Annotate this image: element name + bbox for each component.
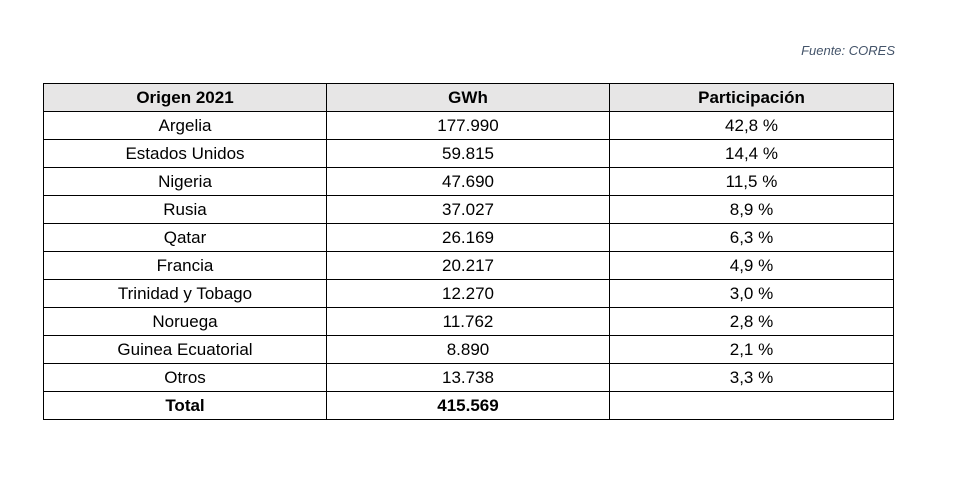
total-label-cell: Total [44, 392, 327, 420]
source-note: Fuente: CORES [801, 43, 895, 58]
origin-cell: Qatar [44, 224, 327, 252]
header-origin: Origen 2021 [44, 84, 327, 112]
share-cell: 6,3 % [610, 224, 894, 252]
gwh-cell: 47.690 [327, 168, 610, 196]
share-cell: 11,5 % [610, 168, 894, 196]
gas-imports-table [43, 83, 894, 420]
share-cell: 4,9 % [610, 252, 894, 280]
gwh-cell: 11.762 [327, 308, 610, 336]
header-share: Participación [610, 84, 894, 112]
total-gwh-cell: 415.569 [327, 392, 610, 420]
origin-cell: Trinidad y Tobago [44, 280, 327, 308]
gwh-cell: 13.738 [327, 364, 610, 392]
table-row [44, 196, 894, 224]
gwh-cell: 8.890 [327, 336, 610, 364]
table-row [44, 168, 894, 196]
gwh-cell: 177.990 [327, 112, 610, 140]
table-row [44, 308, 894, 336]
share-cell: 14,4 % [610, 140, 894, 168]
origin-cell: Guinea Ecuatorial [44, 336, 327, 364]
share-cell: 3,3 % [610, 364, 894, 392]
origin-cell: Rusia [44, 196, 327, 224]
origin-cell: Otros [44, 364, 327, 392]
total-row [44, 392, 894, 420]
gwh-cell: 12.270 [327, 280, 610, 308]
origin-cell: Francia [44, 252, 327, 280]
gwh-cell: 59.815 [327, 140, 610, 168]
share-cell: 2,1 % [610, 336, 894, 364]
table-row [44, 364, 894, 392]
header-gwh: GWh [327, 84, 610, 112]
origin-cell: Nigeria [44, 168, 327, 196]
share-cell: 2,8 % [610, 308, 894, 336]
table-row [44, 336, 894, 364]
gwh-cell: 26.169 [327, 224, 610, 252]
table-row [44, 252, 894, 280]
origin-cell: Noruega [44, 308, 327, 336]
origin-cell: Argelia [44, 112, 327, 140]
table-row [44, 140, 894, 168]
table-header-row [44, 84, 894, 112]
gwh-cell: 37.027 [327, 196, 610, 224]
share-cell: 3,0 % [610, 280, 894, 308]
share-cell: 42,8 % [610, 112, 894, 140]
share-cell: 8,9 % [610, 196, 894, 224]
table-row [44, 224, 894, 252]
table-row [44, 112, 894, 140]
total-share-cell [610, 392, 894, 420]
gwh-cell: 20.217 [327, 252, 610, 280]
table-row [44, 280, 894, 308]
origin-cell: Estados Unidos [44, 140, 327, 168]
